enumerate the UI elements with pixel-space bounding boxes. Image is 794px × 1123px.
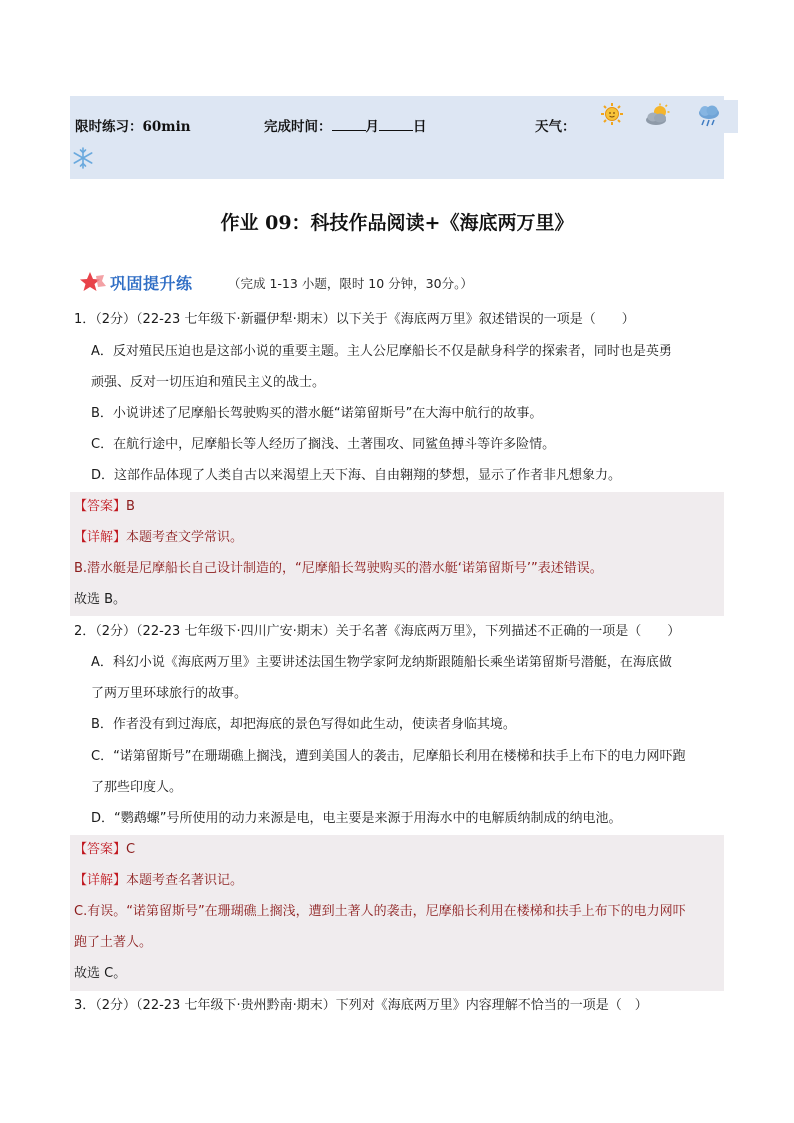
snowflake-icon[interactable] — [72, 147, 94, 169]
question-1-conclusion: 故选 B。 — [74, 592, 127, 607]
question-2-explanation: C.有误。“诺第留斯号”在珊瑚礁上搁浅，遭到土著人的袭击，尼摩船长利用在楼梯和扶手上布下的电力网吓 — [74, 904, 686, 919]
question-2-conclusion: 故选 C。 — [74, 966, 127, 981]
header-box — [70, 96, 724, 179]
question-2-option-c-cont: 了那些印度人。 — [91, 780, 183, 795]
question-1-detail: 【详解】本题考查文学常识。 — [74, 530, 244, 545]
question-2-answer: 【答案】C — [74, 842, 136, 857]
question-2-option-a: A．科幻小说《海底两万里》主要讲述法国生物学家阿龙纳斯跟随船长乘坐诺第留斯号潜艇，在海底做 — [91, 655, 672, 670]
header-box-extension — [724, 100, 738, 133]
sun-icon[interactable] — [600, 102, 624, 126]
question-1-option-a: A．反对殖民压迫也是这部小说的重要主题。主人公尼摩船长不仅是献身科学的探索者，同时也是英勇 — [91, 344, 672, 359]
question-2-option-a-cont: 了两万里环球旅行的故事。 — [91, 686, 248, 701]
page-title: 作业 09：科技作品阅读+《海底两万里》 — [220, 212, 574, 234]
question-1-option-d: D．这部作品体现了人类自古以来渴望上天下海、自由翱翔的梦想，显示了作者非凡想象力。 — [91, 468, 622, 483]
question-1-stem: 1．（2分）（22-23 七年级下·新疆伊犁·期末）以下关于《海底两万里》叙述错误的一项是（ ） — [74, 312, 635, 327]
question-1-explanation: B.潜水艇是尼摩船长自己设计制造的，“尼摩船长驾驶购买的潜水艇‘诺第留斯号’”表述错误。 — [74, 561, 603, 576]
question-2-option-b: B．作者没有到过海底，却把海底的景色写得如此生动，使读者身临其境。 — [91, 717, 516, 732]
question-1-option-a-cont: 顽强、反对一切压迫和殖民主义的战士。 — [91, 375, 326, 390]
section-label: 巩固提升练 — [110, 274, 193, 293]
question-2-stem: 2．（2分）（22-23 七年级下·四川广安·期末）关于名著《海底两万里》，下列描述不正确的一项是（ ） — [74, 624, 681, 639]
question-2-detail: 【详解】本题考查名著识记。 — [74, 873, 244, 888]
time-limit: 限时练习：60min — [75, 119, 191, 135]
question-1-answer: 【答案】B — [74, 499, 135, 514]
question-1-option-c: C．在航行途中，尼摩船长等人经历了搁浅、土著围攻、同鲨鱼搏斗等许多险情。 — [91, 437, 556, 452]
question-2-explanation-cont: 跑了土著人。 — [74, 935, 153, 950]
weather-label: 天气： — [535, 119, 576, 135]
section-note: （完成 1-13 小题，限时 10 分钟，30分。） — [228, 276, 473, 291]
completion-time: 完成时间： 月 日 — [264, 119, 427, 135]
question-2-option-d: D．“鹦鹉螺”号所使用的动力来源是电，电主要是来源于用海水中的电解质纳制成的纳电池。 — [91, 811, 622, 826]
question-1-answer-block — [70, 492, 724, 616]
star-badge-icon — [78, 270, 108, 296]
rain-cloud-icon[interactable] — [696, 103, 722, 129]
question-3-stem: 3．（2分）（22-23 七年级下·贵州黔南·期末）下列对《海底两万里》内容理解不恰当的一项是（ ） — [74, 998, 648, 1013]
question-1-option-b: B．小说讲述了尼摩船长驾驶购买的潜水艇“诺第留斯号”在大海中航行的故事。 — [91, 406, 543, 421]
question-2-option-c: C．“诺第留斯号”在珊瑚礁上搁浅，遭到美国人的袭击，尼摩船长利用在楼梯和扶手上布下的电力网吓跑 — [91, 749, 686, 764]
partly-cloudy-icon[interactable] — [644, 103, 674, 127]
